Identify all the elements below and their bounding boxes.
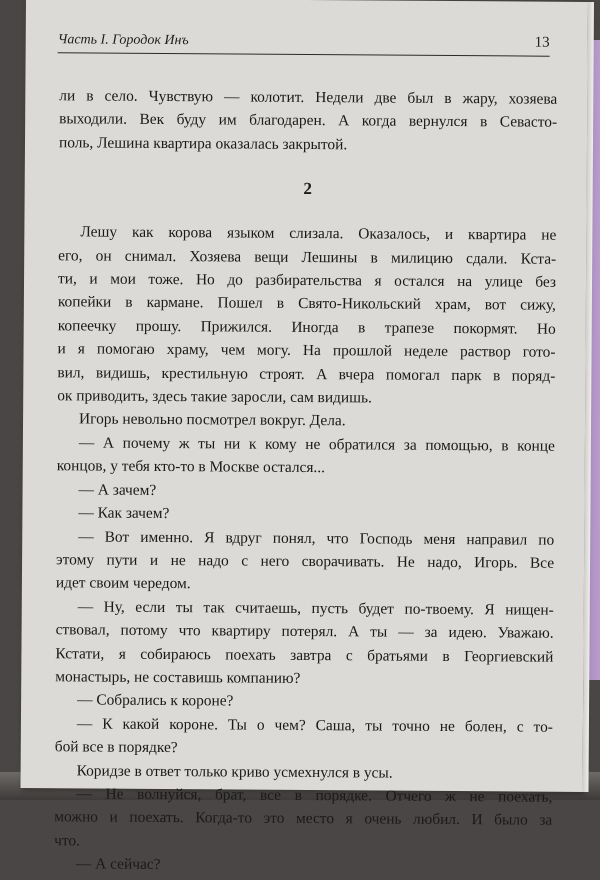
paragraph <box>54 782 552 856</box>
paragraph <box>57 431 555 481</box>
text-line: этому пути и не надо с него сворачивать. Не надо, Игорь. Все <box>56 551 555 572</box>
text-line: вил, видишь, крестильную строят. А вчера помогал парк в поряд- <box>57 363 556 385</box>
paragraph <box>55 595 554 692</box>
text-line: что. <box>54 832 80 850</box>
text-line: поль, Лешина квартира оказалась закрытой. <box>58 134 348 154</box>
text-line: Игорь невольно посмотрел вокруг. Дела. <box>79 410 346 430</box>
paragraph <box>57 220 556 411</box>
text-line: концов, у тебя кто-то в Москве остался... <box>56 457 326 477</box>
chapter-number: 2 <box>303 179 312 199</box>
text-line: можно и поехать. Когда-то это место я очень любил. И было за <box>54 808 553 830</box>
running-head: Часть I. Городок Инъ <box>57 32 189 49</box>
paragraph <box>56 501 554 528</box>
text-line: — А зачем? <box>78 481 157 499</box>
text-line: Кстати, я собираюсь поехать завтра с братьями в Георгиевский <box>55 644 554 666</box>
text-line: — А сейчас? <box>75 855 161 874</box>
text-line: ти, и мои тоже. Но до разбирательства я остался на улице без <box>57 270 557 291</box>
text-line: выходили. Век буду им благодарен. А когда вернулся в Севасто- <box>59 110 558 132</box>
text-line: — Не волнуйся, брат, все в порядке. Отчего ж не поехать, <box>76 785 553 806</box>
text-line: — Ну, если ты так считаешь, пусть будет по-твоему. Я нищен- <box>77 598 554 619</box>
paragraph <box>55 759 553 786</box>
paragraph <box>54 852 552 879</box>
paragraph <box>55 689 553 716</box>
text-line: — А почему ж ты ни к кому не обратился за помощью, в конце <box>78 434 555 455</box>
body-text <box>54 84 558 879</box>
text-line: монастырь, не составишь компанию? <box>55 668 301 687</box>
text-line: копеечку прошу. Прижился. Иногда в трапезе покормят. Но <box>57 317 556 338</box>
paragraph <box>55 712 553 762</box>
text-line: его, он снимал. Хозяева вещи Лешины в милицию сдали. Кста- <box>58 246 557 268</box>
page-header <box>58 24 550 56</box>
text-line: ок приводить, здесь такие заросли, сам видишь. <box>57 387 372 407</box>
book-page <box>20 0 588 874</box>
paragraph <box>57 408 555 435</box>
text-line: ли в село. Чувствую — колотит. Недели две был в жару, хозяева <box>59 87 558 108</box>
text-line: и я помогаю храму, чем могу. На прошлой неделе раствор гото- <box>57 340 556 361</box>
text-line: Коридзе в ответ только криво усмехнулся в усы. <box>76 761 393 782</box>
page-number: 13 <box>534 34 550 51</box>
text-line: — К какой короне. Ты о чем? Саша, ты точно не болен, с то- <box>76 715 553 736</box>
paragraph <box>56 525 554 599</box>
text-line: ствовал, потому что квартиру потерял. А ты — за идею. Уважаю. <box>55 621 554 642</box>
text-line: — Как зачем? <box>78 504 170 523</box>
paragraph <box>56 478 554 505</box>
text-line: идет своим чередом. <box>55 574 191 593</box>
paragraph <box>59 84 557 158</box>
text-line: Лешу как корова языком слизала. Оказалось, и квартира не <box>80 223 557 244</box>
text-line: — Вот именно. Я вдруг понял, что Господь меня направил по <box>78 527 555 549</box>
text-line: бой все в порядке? <box>54 738 178 757</box>
text-line: копейки в кармане. Пошел в Свято-Никольский храм, вот сижу, <box>57 293 556 315</box>
text-line: — Собрались к короне? <box>77 691 234 710</box>
